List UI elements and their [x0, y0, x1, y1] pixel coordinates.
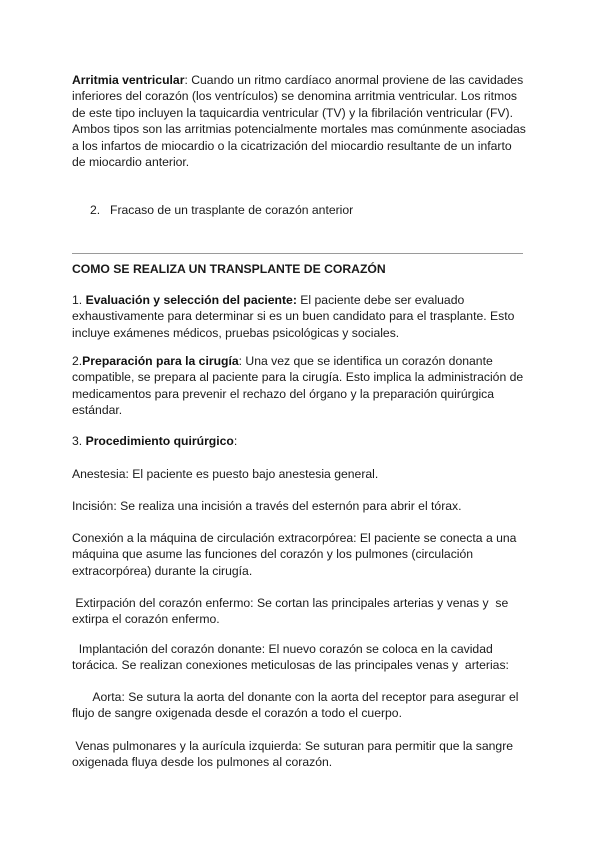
step-text: : Una vez que se identifica un corazón donante compatible, se prepara al paciente para la cirugía. Esto implica la administración de medicamentos para prevenir el rechazo del órgano y la preparación quirúrgica estándar.: [72, 354, 524, 418]
step-evaluacion: [72, 292, 528, 341]
incision-paragraph: Incisión: Se realiza una incisión a través del esternón para abrir el tórax.: [72, 499, 462, 513]
step-term: Procedimiento quirúrgico: [85, 434, 234, 448]
arritmia-paragraph: [72, 72, 528, 170]
step-text: El paciente debe ser evaluado exhaustivamente para determinar si es un buen candidato para el trasplante. Esto incluye exámenes médicos, pruebas psicológicas y sociales.: [72, 293, 515, 340]
arritmia-term: Arritmia ventricular: [72, 73, 185, 87]
step-procedimiento: [72, 433, 528, 449]
step-term: Preparación para la cirugía: [82, 354, 239, 368]
list-item-text: Fracaso de un trasplante de corazón anterior: [110, 203, 354, 217]
step-number: 3.: [72, 434, 86, 448]
step-number: 1.: [72, 293, 86, 307]
section-heading: COMO SE REALIZA UN TRANSPLANTE DE CORAZÓN: [72, 262, 386, 276]
arritmia-text: : Cuando un ritmo cardíaco anormal proviene de las cavidades inferiores del corazón (los ventrículos) se denomina arritmia ventricular. Los ritmos de este tipo incluyen la taquicardia ventricular (TV) y la fibrilación ventricular (FV). Ambos tipos son las arritmias potencialmente mortales mas comúnmente asociadas a los infartos de miocardio o la cicatrización del miocardio resultante de un infarto de miocardio anterior.: [72, 73, 526, 170]
step-number: 2.: [72, 354, 83, 368]
list-item-number: 2.: [90, 203, 101, 217]
aorta-paragraph: Aorta: Se sutura la aorta del donante con la aorta del receptor para asegurar el flujo de sangre oxigenada desde el corazón a todo el cuerpo.: [72, 690, 522, 721]
list-item: [90, 202, 353, 218]
venas-paragraph: Venas pulmonares y la aurícula izquierda: Se suturan para permitir que la sangre oxigenada fluya desde los pulmones al corazón.: [72, 739, 517, 770]
step-preparacion: [72, 353, 528, 419]
anestesia-paragraph: Anestesia: El paciente es puesto bajo anestesia general.: [72, 467, 379, 481]
horizontal-divider: [72, 253, 523, 254]
step-term: Evaluación y selección del paciente:: [85, 293, 297, 307]
implantacion-paragraph: Implantación del corazón donante: El nuevo corazón se coloca en la cavidad torácica. Se realizan conexiones meticulosas de las principales venas y arterias:: [72, 642, 509, 673]
step-text: :: [233, 434, 238, 448]
extirpacion-paragraph: Extirpación del corazón enfermo: Se cortan las principales arterias y venas y se extirpa el corazón enfermo.: [72, 596, 512, 627]
conexion-paragraph: Conexión a la máquina de circulación extracorpórea: El paciente se conecta a una máquina que asume las funciones del corazón y los pulmones (circulación extracorpórea) durante la cirugía.: [72, 531, 520, 578]
